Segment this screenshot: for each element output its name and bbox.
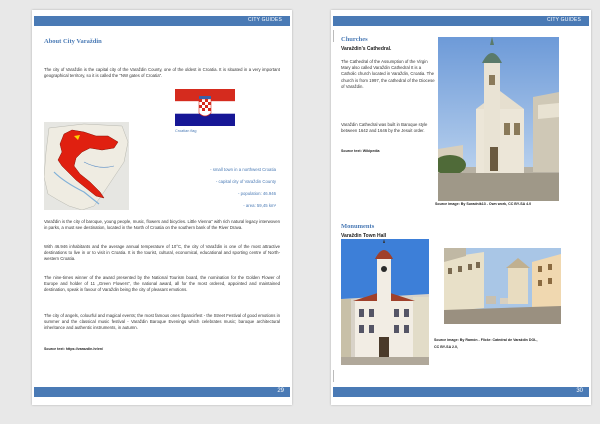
cathedral-photo [438, 37, 559, 201]
town-square-photo [444, 248, 561, 324]
fact-item: - area: 59,45 km² [243, 203, 276, 208]
section-title-churches: Churches [341, 36, 368, 43]
paragraph-events: The city of angels, colourful and magical events; the most famous ones Špancirfest - the Street Festival of good emotions in summer and the classical music festival - Varaždin Baroque Evenings which celebrates music; baroque architectural inheritance and authentic instruments, in autumn. [44, 313, 280, 331]
section-title-monuments: Monuments [341, 223, 375, 230]
cathedral-image-credit: Source image: By Suradnik13 - Own work, CC BY-SA 4.0 [435, 202, 532, 206]
croatian-flag-image [175, 89, 235, 126]
cathedral-paragraph: The Cathedral of the Assumption of the Virgin Mary also called Varaždin Cathedral It is a Catholic church located in Varaždin, Croatia. The church is from 1997, the cathedral of the Diocese of Varaždin. [341, 59, 435, 89]
page-number: 29 [277, 388, 284, 394]
flag-caption: Croatian flag [175, 129, 197, 133]
town-hall-image-credit-line1: Source image: By Ramón - Flickr: Catedral de Varaždin DOL, [434, 338, 538, 342]
page-right [331, 10, 591, 405]
margin-mark [333, 370, 334, 382]
page-footer-bar [34, 387, 290, 397]
header-label: CITY GUIDES [546, 17, 581, 23]
page-header-bar [34, 16, 290, 26]
section-title-about: About City Varaždin [44, 38, 102, 45]
croatia-map-image [44, 122, 129, 210]
header-label: CITY GUIDES [247, 17, 282, 23]
page-number: 30 [576, 388, 583, 394]
paragraph-inhabitants: With 46.946 inhabitants and the average annual temperature of 10°C, the city of Varaždin is one of the most attractive destinations to live in or to visit in Croatia. It is the tourist, cultural, economical, educational and sporting centre of North-western Croatia. [44, 244, 280, 262]
monuments-subtitle: Varaždin Town Hall [341, 233, 387, 239]
town-hall-photo [341, 239, 429, 365]
town-hall-image-credit-line2: CC BY-SA 2.0, [434, 345, 459, 349]
source-text: Source text: https://varazdin.hr/en/ [44, 347, 104, 351]
fact-item: - small town in a northwest Croatia [210, 167, 276, 172]
page-footer-bar [333, 387, 589, 397]
paragraph-baroque: Varaždin is the city of baroque, young people, music, flowers and bicycles. Little Vienna" with rich natural legacy interwoven in parks, a must see destination, located in the North of Croatia on the southern bank of the River Drava. [44, 219, 280, 231]
fact-item: - population: 46.946 [238, 191, 276, 196]
page-left [32, 10, 292, 405]
margin-mark [333, 30, 334, 42]
churches-source-text: Source text: Wikipedia [341, 149, 380, 153]
paragraph-awards: The nine-times winner of the award presented by the National Tourism board, the nomination for the Golden Flower of Europe and holder of 11 „Green Flowers", the national award, all for the most ordered, appointed and maintained destination, speak in favour of Varaždin being the city of pleasant emotions. [44, 275, 280, 293]
fact-item: - capital city of Varaždin County [215, 179, 276, 184]
churches-subtitle: Varaždin's Cathedral. [341, 46, 392, 52]
intro-paragraph: The city of Varaždin is the capital city of the Varaždin County, one of the oldest in Croatia. It is situated in a very important geographical territory, so it is called the "NW gates of Croatia". [44, 67, 280, 79]
cathedral-baroque-paragraph: Varaždin Cathedral was built in Baroque style between 1642 and 1646 by the Jesuit order. [341, 122, 428, 134]
coat-of-arms-icon [199, 96, 211, 116]
page-header-bar [333, 16, 589, 26]
